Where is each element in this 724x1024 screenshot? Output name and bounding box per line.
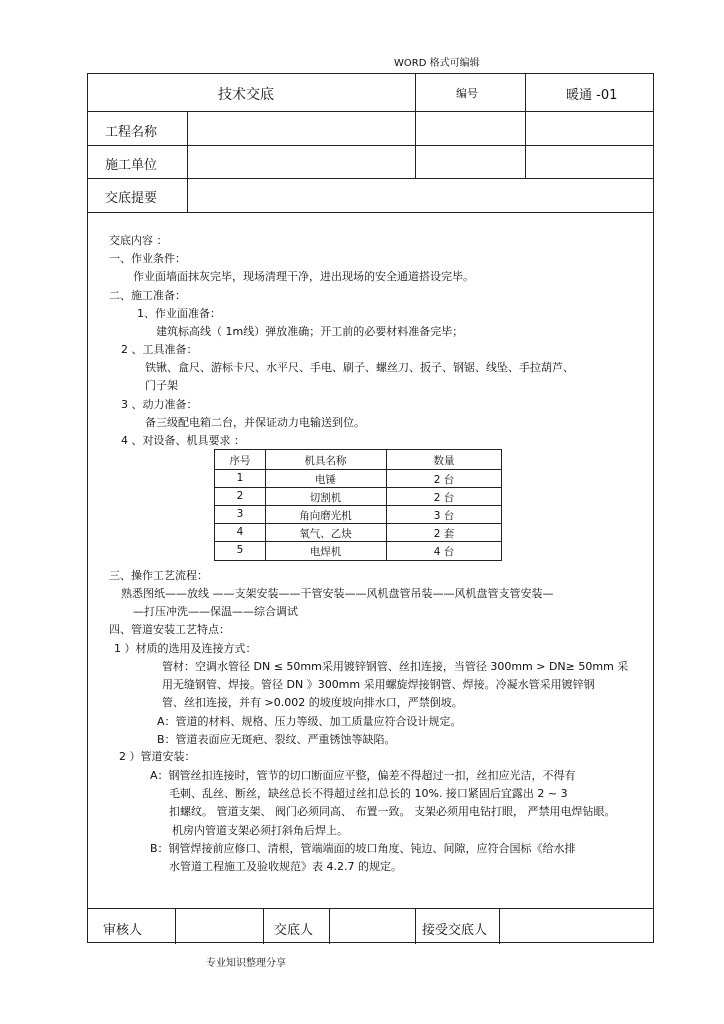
content-line: A：钢管丝扣连接时，管节的切口断面应平整，偏差不得超过一扣，丝扣应光洁，不得有 (150, 769, 576, 782)
table-header: 机具名称 (304, 455, 347, 467)
col-divider (415, 74, 416, 111)
col-divider (175, 908, 176, 944)
col-divider (499, 908, 500, 944)
col-divider (415, 908, 416, 944)
content-line: 4 、对设备、机具要求 ： (121, 434, 245, 447)
table-cell: 电焊机 (309, 546, 342, 558)
table-cell: 切割机 (309, 492, 342, 504)
table-cell: 电锤 (315, 474, 336, 486)
discloser-label: 交底人 (274, 923, 314, 938)
table-cell: 2 (236, 490, 244, 502)
content-line: 二、施工准备： (109, 289, 186, 302)
page-header: WORD 格式可编辑 (394, 58, 480, 69)
content-line: 备三级配电箱二台，并保证动力电输送到位。 (145, 416, 365, 429)
content-line: 机房内管道支架必须打斜角后焊上。 (172, 824, 348, 837)
row-divider (88, 145, 653, 146)
number-label: 编号 (456, 87, 478, 100)
receiver-label: 接受交底人 (422, 923, 488, 938)
row-divider (88, 111, 653, 112)
col-divider (415, 111, 416, 178)
table-cell: 角向磨光机 (299, 510, 352, 522)
content-line: 交底内容 ： (109, 234, 168, 247)
content-line: A：管道的材料、规格、压力等级、加工质量应符合设计规定。 (157, 715, 462, 728)
content-line: 一、作业条件： (109, 252, 186, 265)
content-line: 用无缝钢管、焊接。管径 DN 》300mm 采用螺旋焊接钢管、焊接。冷凝水管采用镀锌钢 (162, 678, 595, 691)
content-line: 作业面墙面抹灰完毕，现场清理干净，进出现场的安全通道搭设完毕。 (133, 270, 474, 283)
content-line: 毛刺、乱丝、断丝，缺丝总长不得超过丝扣总长的 10%. 接口紧固后宜露出 2 ~ 3 (169, 787, 568, 800)
col-divider (263, 908, 264, 944)
content-line: 建筑标高线（ 1m线）弹放准确；开工前的必要材料准备完毕； (156, 325, 464, 338)
table-header: 数量 (433, 455, 455, 467)
table-cell: 2 台 (433, 474, 455, 486)
summary-label: 交底提要 (105, 191, 158, 206)
machine-table (214, 449, 502, 561)
table-header: 序号 (229, 455, 251, 467)
form-title: 技术交底 (218, 87, 274, 103)
reviewer-label: 审核人 (103, 923, 143, 938)
content-line: 扣螺纹。 管道支架、 阀门必须同高、 布置一致。 支架必须用电钻打眼， 严禁用电焊钻眼。 (169, 805, 616, 818)
table-cell: 5 (236, 544, 244, 556)
content-line: 管、丝扣连接，并有 >0.002 的坡度坡向排水口，严禁倒坡。 (162, 696, 463, 709)
page-footer: 专业知识整理分享 (206, 958, 286, 969)
table-cell: 氧气、乙炔 (299, 528, 352, 540)
table-cell: 4 台 (433, 546, 455, 558)
content-line: 三、操作工艺流程： (109, 569, 208, 582)
content-line: 熟悉图纸——放线 ——支架安装——干管安装——风机盘管吊装——风机盘管支管安装— (121, 587, 554, 600)
project-name-label: 工程名称 (105, 125, 158, 140)
col-divider (329, 908, 330, 944)
row-divider (88, 178, 653, 179)
content-line: 四、管道安装工艺特点： (109, 623, 230, 636)
table-cell: 2 套 (433, 528, 455, 540)
content-line: 水管道工程施工及验收规范》表 4.2.7 的规定。 (169, 860, 402, 873)
table-cell: 3 台 (433, 510, 455, 522)
content-line: B：管道表面应无斑疤、裂纹、严重锈蚀等缺陷。 (157, 733, 396, 746)
col-divider (187, 111, 188, 212)
table-cell: 2 台 (433, 492, 455, 504)
content-line: 2 ）管道安装： (119, 750, 196, 763)
table-cell: 4 (236, 526, 244, 538)
row-divider (88, 908, 653, 909)
content-line: 1 ）材质的选用及连接方式： (114, 642, 257, 655)
number-value: 暖通 -01 (566, 88, 618, 103)
construction-unit-label: 施工单位 (105, 158, 158, 173)
content-line: B：钢管焊接前应修口、清根，管端端面的坡口角度、钝边、间隙，应符合国标《给水排 (150, 842, 576, 855)
content-line: —打压冲洗——保温——综合调试 (133, 605, 298, 618)
table-cell: 1 (236, 472, 244, 484)
table-cell: 3 (236, 508, 244, 520)
content-line: 1、作业面准备： (137, 307, 221, 320)
row-divider (88, 212, 653, 213)
content-line: 门子架 (145, 379, 178, 392)
col-divider (525, 74, 526, 178)
content-line: 3 、动力准备： (121, 398, 198, 411)
content-line: 管材：空调水管径 DN ≤ 50mm采用镀锌钢管、丝扣连接，当管径 300mm > DN≥ 50mm 采 (162, 660, 629, 673)
content-line: 2 、工具准备： (121, 343, 198, 356)
content-line: 铁锹、盒尺、游标卡尺、水平尺、手电、刷子、螺丝刀、扳子、钢锯、线坠、手拉葫芦、 (145, 361, 574, 374)
